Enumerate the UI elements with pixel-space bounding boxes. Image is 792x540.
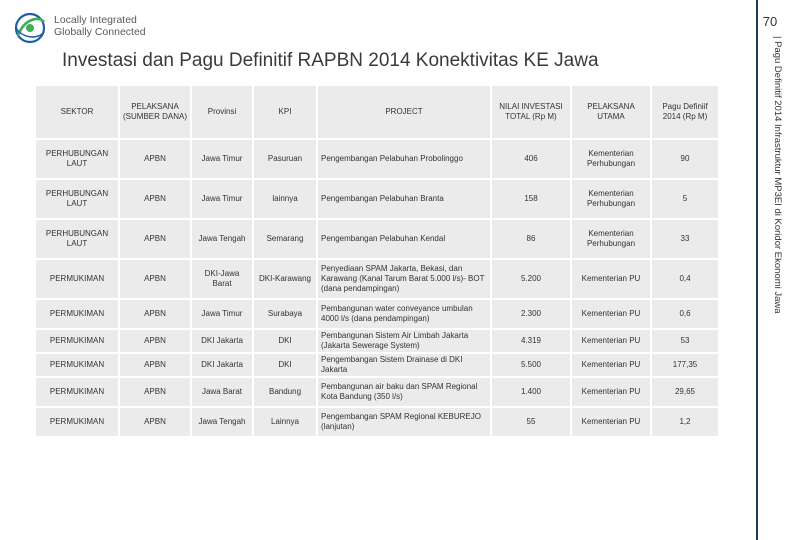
cell-sektor: PERMUKIMAN [35, 259, 119, 299]
table-row [35, 299, 719, 329]
cell-kpi: Bandung [253, 377, 317, 407]
cell-project: Pengembangan Pelabuhan Branta [317, 179, 491, 219]
cell-pelaksana-utama: Kementerian PU [571, 329, 651, 353]
cell-pagu: 33 [651, 219, 719, 259]
cell-provinsi: Jawa Timur [191, 139, 253, 179]
cell-sektor: PERMUKIMAN [35, 299, 119, 329]
cell-provinsi: DKI Jakarta [191, 329, 253, 353]
side-label-text: | Pagu Definitif 2014 Infrastruktur MP3EI di Koridor Ekonomi Jawa [772, 36, 783, 314]
table-header-row [35, 85, 719, 139]
cell-pagu: 53 [651, 329, 719, 353]
header-pagu-definitif: Pagu Definiif 2014 (Rp M) [651, 85, 719, 139]
table-row [35, 259, 719, 299]
cell-pagu: 90 [651, 139, 719, 179]
cell-pelaksana: APBN [119, 299, 191, 329]
header-pelaksana: PELAKSANA (SUMBER DANA) [119, 85, 191, 139]
header-project: PROJECT [317, 85, 491, 139]
table-row [35, 219, 719, 259]
logo-line-1: Locally Integrated [54, 14, 137, 26]
cell-sektor: PERHUBUNGAN LAUT [35, 179, 119, 219]
cell-pelaksana-utama: Kementerian Perhubungan [571, 219, 651, 259]
cell-provinsi: Jawa Timur [191, 179, 253, 219]
cell-pagu: 29,65 [651, 377, 719, 407]
header-pelaksana-utama: PELAKSANA UTAMA [571, 85, 651, 139]
cell-project: Pengembangan SPAM Regional KEBUREJO (lanjutan) [317, 407, 491, 437]
cell-kpi: Pasuruan [253, 139, 317, 179]
cell-provinsi: DKI Jakarta [191, 353, 253, 377]
cell-pelaksana: APBN [119, 179, 191, 219]
cell-provinsi: Jawa Tengah [191, 407, 253, 437]
table-row [35, 329, 719, 353]
header-provinsi: Provinsi [191, 85, 253, 139]
cell-pelaksana: APBN [119, 329, 191, 353]
cell-sektor: PERHUBUNGAN LAUT [35, 139, 119, 179]
cell-nilai: 5.200 [491, 259, 571, 299]
cell-nilai: 4.319 [491, 329, 571, 353]
cell-nilai: 5.500 [491, 353, 571, 377]
table-row [35, 179, 719, 219]
cell-kpi: Lainnya [253, 407, 317, 437]
cell-sektor: PERMUKIMAN [35, 329, 119, 353]
cell-kpi: DKI [253, 353, 317, 377]
cell-project: Pembangunan air baku dan SPAM Regional Kota Bandung (350 l/s) [317, 377, 491, 407]
cell-sektor: PERMUKIMAN [35, 407, 119, 437]
cell-pelaksana-utama: Kementerian PU [571, 299, 651, 329]
cell-pelaksana-utama: Kementerian Perhubungan [571, 179, 651, 219]
cell-pelaksana-utama: Kementerian PU [571, 353, 651, 377]
cell-pelaksana-utama: Kementerian Perhubungan [571, 139, 651, 179]
cell-pelaksana: APBN [119, 377, 191, 407]
cell-provinsi: Jawa Tengah [191, 219, 253, 259]
investment-table [34, 84, 720, 438]
cell-sektor: PERHUBUNGAN LAUT [35, 219, 119, 259]
cell-sektor: PERMUKIMAN [35, 353, 119, 377]
cell-nilai: 55 [491, 407, 571, 437]
table-row [35, 139, 719, 179]
cell-project: Pengembangan Pelabuhan Probolinggo [317, 139, 491, 179]
header-sektor: SEKTOR [35, 85, 119, 139]
cell-provinsi: Jawa Barat [191, 377, 253, 407]
cell-pagu: 0,6 [651, 299, 719, 329]
cell-pelaksana-utama: Kementerian PU [571, 407, 651, 437]
cell-pelaksana-utama: Kementerian PU [571, 377, 651, 407]
logo [8, 6, 208, 46]
cell-kpi: DKI-Karawang [253, 259, 317, 299]
header-nilai-investasi: NILAI INVESTASI TOTAL (Rp M) [491, 85, 571, 139]
globe-swirl-icon [10, 8, 50, 48]
cell-pelaksana: APBN [119, 259, 191, 299]
cell-pagu: 5 [651, 179, 719, 219]
cell-project: Pembangunan water conveyance umbulan 4000 l/s (dana pendampingan) [317, 299, 491, 329]
cell-pelaksana: APBN [119, 353, 191, 377]
cell-pagu: 1,2 [651, 407, 719, 437]
cell-pelaksana-utama: Kementerian PU [571, 259, 651, 299]
cell-nilai: 406 [491, 139, 571, 179]
page-title: Investasi dan Pagu Definitif RAPBN 2014 Konektivitas KE Jawa [62, 50, 599, 71]
header-kpi: KPI [253, 85, 317, 139]
cell-provinsi: Jawa Timur [191, 299, 253, 329]
cell-nilai: 158 [491, 179, 571, 219]
cell-pelaksana: APBN [119, 219, 191, 259]
table-row [35, 353, 719, 377]
cell-pagu: 177,35 [651, 353, 719, 377]
cell-kpi: Surabaya [253, 299, 317, 329]
cell-project: Pengembangan Sistem Drainase di DKI Jakarta [317, 353, 491, 377]
cell-pelaksana: APBN [119, 139, 191, 179]
cell-provinsi: DKI-Jawa Barat [191, 259, 253, 299]
cell-pagu: 0,4 [651, 259, 719, 299]
cell-kpi: DKI [253, 329, 317, 353]
page-number: 70 [762, 14, 778, 29]
side-divider [756, 0, 758, 540]
table-row [35, 407, 719, 437]
side-label [773, 36, 783, 516]
logo-line-2: Globally Connected [54, 26, 146, 38]
cell-nilai: 1.400 [491, 377, 571, 407]
cell-project: Pembangunan Sistem Air Limbah Jakarta (Jakarta Sewerage System) [317, 329, 491, 353]
cell-sektor: PERMUKIMAN [35, 377, 119, 407]
cell-kpi: Semarang [253, 219, 317, 259]
cell-nilai: 86 [491, 219, 571, 259]
cell-pelaksana: APBN [119, 407, 191, 437]
table-row [35, 377, 719, 407]
cell-project: Pengembangan Pelabuhan Kendal [317, 219, 491, 259]
cell-nilai: 2.300 [491, 299, 571, 329]
cell-kpi: lainnya [253, 179, 317, 219]
cell-project: Penyediaan SPAM Jakarta, Bekasi, dan Karawang (Kanal Tarum Barat 5.000 l/s)- BOT (dana pendampingan) [317, 259, 491, 299]
